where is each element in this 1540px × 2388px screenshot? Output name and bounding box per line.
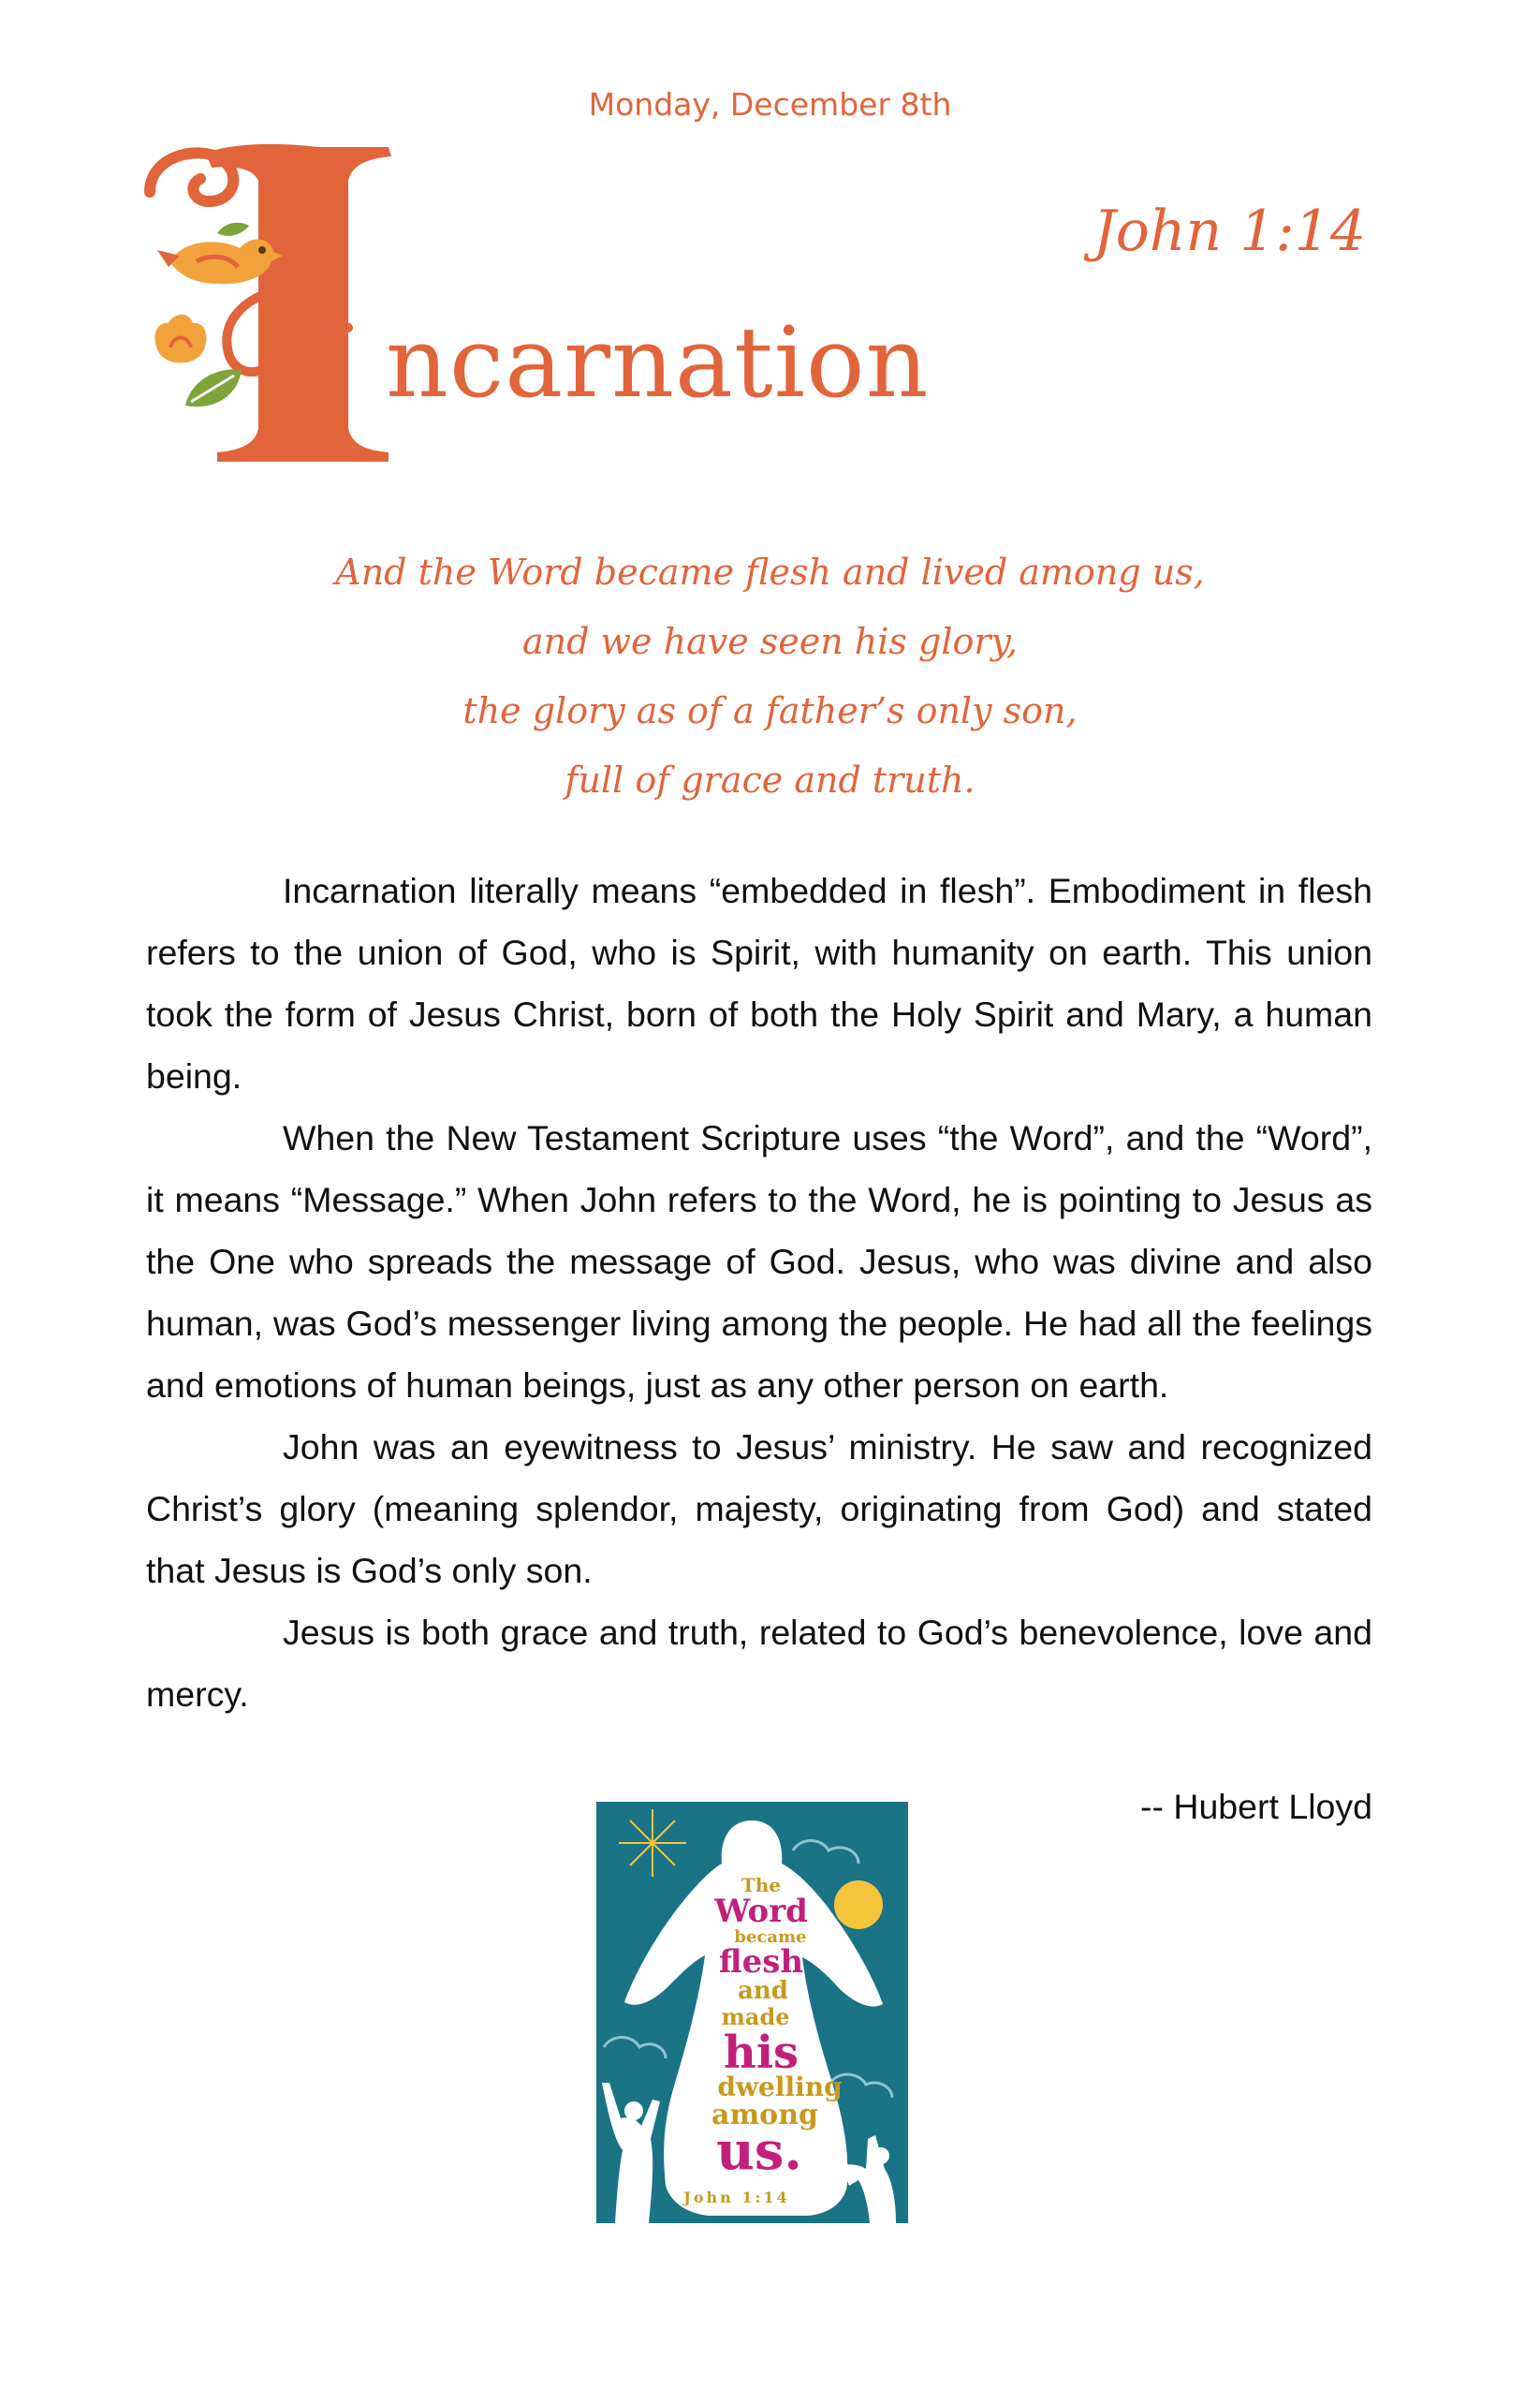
poster-word: Word [714,1893,808,1930]
flower-icon [154,315,206,363]
body-paragraph: Jesus is both grace and truth, related to God’s benevolence, love and mercy. [146,1613,1372,1714]
small-leaf-icon [217,223,249,236]
person-head-icon [873,2147,889,2164]
poster-word: made [721,2003,790,2030]
body-text [146,860,1372,1725]
title-word: ncarnation [386,305,930,420]
verse-line: And the Word became flesh and lived among us, [335,552,1205,593]
poster-word: flesh [718,1943,804,1981]
date-heading: Monday, December 8th [588,86,952,123]
body-paragraph: John was an eyewitness to Jesus’ ministry. He saw and recognized Christ’s glory (meaning splendor, majesty, originating from God) and stated that Jesus is God’s only son. [146,1427,1372,1590]
verse-quote [0,538,1540,815]
title-ornament [131,136,899,473]
leaf-icon [185,369,242,406]
poster-word: The [741,1874,782,1896]
sun-icon [834,1880,883,1929]
verse-line: the glory as of a father’s only son, [462,690,1078,731]
poster-reference: John 1:14 [683,2189,790,2206]
scripture-reference: John 1:14 [1093,199,1366,264]
body-paragraph: When the New Testament Scripture uses “the Word”, and the “Word”, it means “Message.” When John refers to the Word, he is pointing to Jesus as the One who spreads the message of God. Jesus, who was divine and also human, was God’s messenger living among the people. He had all the feelings and emotions of human beings, just as any other person on earth. [146,1118,1372,1405]
verse-line: and we have seen his glory, [521,621,1019,662]
title-initial-letter [150,144,391,462]
body-paragraph: Incarnation literally means “embedded in flesh”. Embodiment in flesh refers to the union of God, who is Spirit, with humanity on earth. This union took the form of Jesus Christ, born of both the Holy Spirit and Mary, a human being. [146,871,1372,1096]
poster-word: among [711,2099,818,2131]
poster-image [596,1802,908,2223]
author-signature: -- Hubert Lloyd [1139,1787,1372,1826]
person-head-icon [624,2101,643,2120]
verse-line: full of grace and truth. [565,759,975,801]
poster-word: and [738,1977,788,2005]
poster-word: dwelling [717,2071,843,2102]
poster-word: his [723,2027,799,2079]
poster-word: became [734,1927,807,1947]
poster-word: us. [716,2120,802,2182]
